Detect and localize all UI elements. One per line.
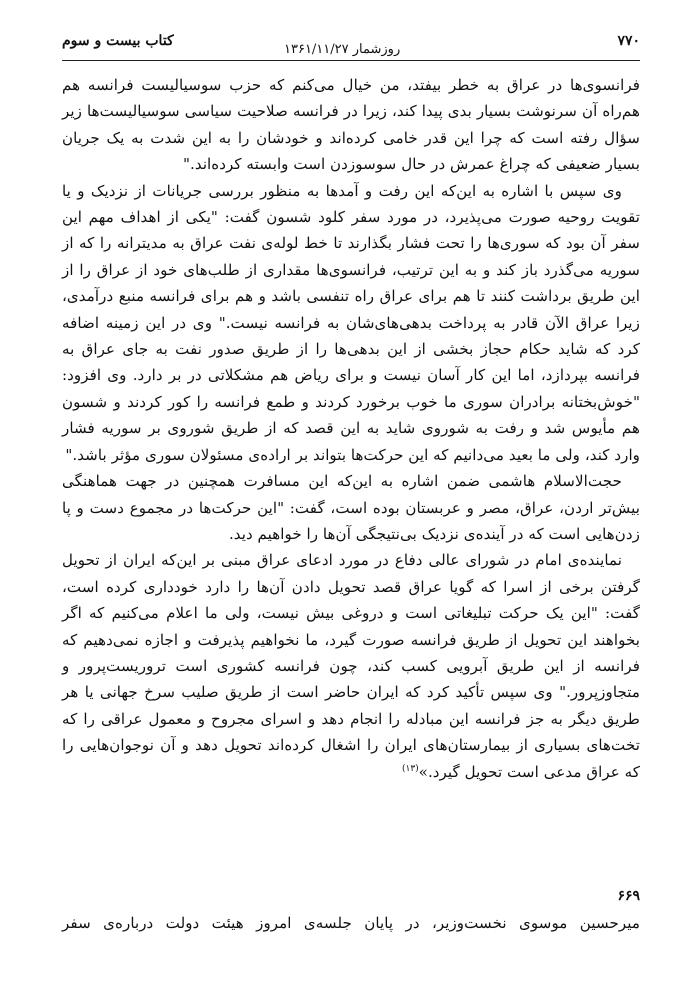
paragraph bbox=[62, 547, 640, 785]
journal-date: روزشمار ۱۳۶۱/۱۱/۲۷ bbox=[284, 42, 401, 57]
page-number: ۷۷۰ bbox=[617, 33, 640, 49]
paragraph-text: وی سپس با اشاره به این‌که این رفت و آمدها به منظور بررسی جریانات از نزدیک و یا تقویت روحیه صورت می‌پذیرد، در مورد سفر کلود شسون گفت: "یکی از اهداف مهم این سفر آن بود که سوری‌ها را تحت فشار بگذارند تا خط لوله‌ی نفت عراق به مدیترانه را که از سوریه می‌گذرد باز کند و به این ترتیب، فرانسوی‌ها مقداری از طلب‌های خود از عراق را از این طریق برداشت کنند تا هم برای عراق راه تنفسی باشد و هم برای فرانسه منبع درآمدی، زیرا عراق الآن قادر به پرداخت بدهی‌های‌شان به فرانسه نیست." وی در این زمینه اضافه کرد که شاید حکام حجاز بخشی از این بدهی‌ها را از طریق صدور نفت به جای عراق به فرانسه بپردازد، اما این کار آسان نیست و برای ریاض هم مشکلاتی در بر دارد. وی افزود: "خوش‌بختانه برادران سوری ما خوب برخورد کردند و طمع فرانسه را کور کردند و شسون هم مأیوس شد و رفت به شوروی شاید به این قصد که از طریق شوروی بر سوریه فشار وارد کند، ولی ما بعید می‌دانیم که این حرکت‌ها بتواند بر اراده‌ی مسئولان سوری مؤثر باشد." bbox=[62, 181, 640, 464]
paragraph bbox=[62, 178, 640, 468]
footnote-marker: (۱۳) bbox=[401, 763, 419, 774]
paragraph-text: حجت‌الاسلام هاشمی ضمن اشاره به این‌که این مسافرت همچنین در جهت هماهنگی بیش‌تر اردن، عراق، مصر و عربستان بوده است، گفت: "این حرکت‌ها در مجموع دست و پا زدن‌هایی است که در آینده‌ی نزدیک بی‌نتیجگی آن‌ها را خواهیم دید. bbox=[62, 472, 640, 543]
entry-first-line: میرحسین موسوی نخست‌وزیر، در پایان جلسه‌ی امروز هیئت دولت درباره‌ی سفر bbox=[62, 914, 640, 932]
paragraph-text: فرانسوی‌ها در عراق به خطر بیفتد، من خیال می‌کنم که حزب سوسیالیست فرانسه هم هم‌راه آن سرنوشت بسیار بدی پیدا کند، زیرا در فرانسه صلاحیت سیاسی سوسیالیست‌ها زیر سؤال رفته است که چرا این قدر خامی کرده‌اند و خودشان را به این شدت به یک جریان بسیار ضعیفی که چراغ عمرش در حال سوسوزدن است وابسته کرده‌اند." bbox=[62, 76, 640, 174]
paragraph-text: نماینده‌ی امام در شورای عالی دفاع در مورد ادعای عراق مبنی بر این‌که ایران از تحویل گرفتن برخی از اسرا که گویا عراق قصد تحویل دادن آن‌ها را دارد خودداری کرده است، گفت: "این یک حرکت تبلیغاتی است و دروغی بیش نیست، ولی ما اعلام می‌کنیم که اگر بخواهند این تحویل از طریق فرانسه صورت گیرد، ما نخواهیم پذیرفت و اجازه نمی‌دهیم که فرانسه از این طریق آبرویی کسب کند، چون فرانسه کشوری است تروریست‌پرور و متجاوزپرور." وی سپس تأکید کرد که ایران حاضر است از طریق صلیب سرخ جهانی یا هر طریق دیگر به جز فرانسه این مبادله را انجام دهد و اسرای مجروح و معمول عراقی را که تخت‌های بسیاری از بیمارستان‌های ایران را اشغال کرده‌اند تحویل دهد و آن نوجوان‌هایی را که عراق مدعی است تحویل گیرد.» bbox=[62, 551, 640, 781]
paragraph bbox=[62, 468, 640, 547]
body-text bbox=[62, 72, 640, 785]
running-header bbox=[62, 26, 640, 61]
book-title: کتاب بیست و سوم bbox=[62, 33, 174, 49]
paragraph bbox=[62, 72, 640, 178]
entry-number: ۶۶۹ bbox=[617, 888, 640, 904]
